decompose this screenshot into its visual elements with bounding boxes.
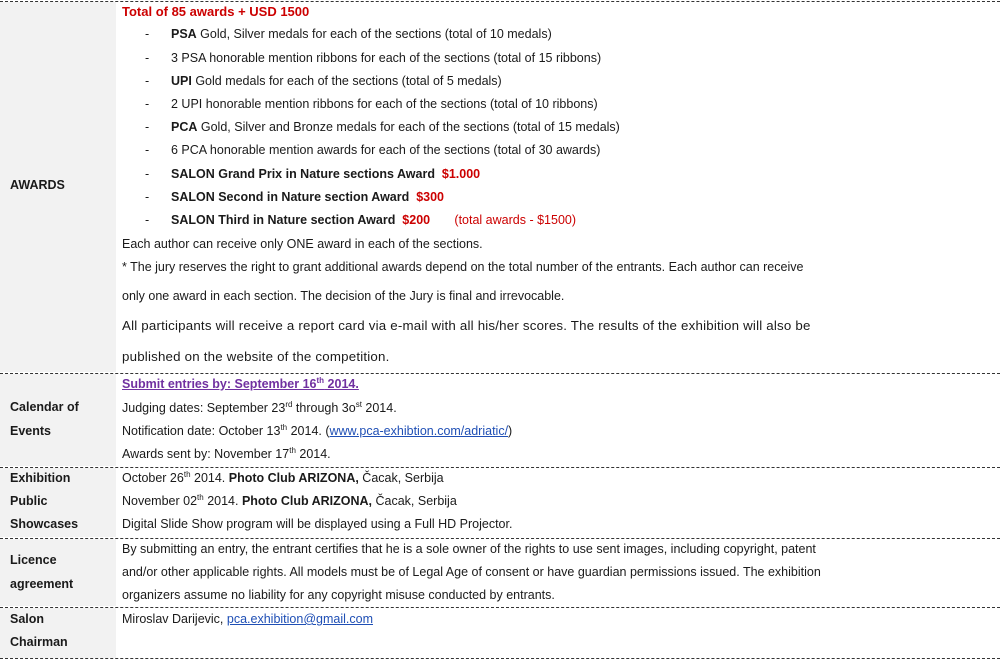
exhibition-label-line-3: Showcases [10,517,79,531]
chairman-label-line-2: Chairman [10,635,68,649]
award-item: - 6 PCA honorable mention awards for each of the sections (total of 30 awards) [145,143,601,157]
licence-label-line-1: Licence [10,553,57,567]
chairman-contact: Miroslav Darijevic, pca.exhibition@gmail.com [122,612,373,626]
licence-content [122,539,1000,606]
notification-date: Notification date: October 13th 2014. (www.pca-exhibtion.com/adriatic/) [122,422,513,438]
chairman-section [0,608,1000,658]
licence-text-line-2: and/or other applicable rights. All models must be of Legal Age of consent or have guardian permissions issued. The exhibition [122,565,821,579]
chairman-content [122,608,1000,658]
awards-label-cell [0,2,116,372]
judging-dates: Judging dates: September 23rd through $3o^{st}$ 2014. [122,399,397,415]
jury-note-line-1: * The jury reserves the right to grant additional awards depend on the total number of the entrants. Each author can receive [122,260,804,274]
awards-total: Total of 85 awards + USD 1500 [122,4,310,19]
awards-label: AWARDS [10,178,65,192]
awards-content [122,2,1000,372]
exhibition-label-line-1: Exhibition [10,471,71,485]
jury-note-line-2: only one award in each section. The decision of the Jury is final and irrevocable. [122,289,565,303]
one-award-note: Each author can receive only ONE award in each of the sections. [122,237,483,251]
calendar-label-cell [0,374,116,466]
awards-section [0,2,1000,372]
exhibition-label-line-2: Public [10,494,48,508]
licence-text-line-1: By submitting an entry, the entrant certifies that he is a sole owner of the rights to use sent images, including copyright, patent [122,542,816,556]
exhibition-website-link[interactable]: www.pca-exhibtion.com/adriatic/ [329,424,509,438]
submit-deadline: Submit entries by: September 16th 2014. [122,375,359,391]
award-item: - PSA Gold, Silver medals for each of the sections (total of 10 medals) [145,27,552,41]
salon-award-item: - SALON Second in Nature section Award $300 [145,190,445,204]
licence-text-line-3: organizers assume no liability for any copyright misuse conducted by entrants. [122,588,555,602]
awards-sent-date: Awards sent by: November 17th 2014. [122,445,331,461]
calendar-section [0,374,1000,466]
award-item: - 2 UPI honorable mention ribbons for each of the sections (total of 10 ribbons) [145,97,598,111]
showcase-line-1: October 26th 2014. Photo Club ARIZONA, Čacak, Serbija [122,469,444,485]
salon-award-item: - SALON Grand Prix in Nature sections Award $1.000 [145,167,481,181]
exhibition-label-cell [0,468,116,537]
slide-show-note: Digital Slide Show program will be displayed using a Full HD Projector. [122,517,513,531]
exhibition-section [0,468,1000,537]
salon-award-item: - SALON Third in Nature section Award $200 (total awards - $1500) [145,213,577,227]
report-note-line-1: All participants will receive a report card via e-mail with all his/her scores. The results of the exhibition will also be [122,318,811,333]
award-item: - 3 PSA honorable mention ribbons for each of the sections (total of 15 ribbons) [145,51,602,65]
calendar-label-line-2: Events [10,424,51,438]
chairman-email-link[interactable]: pca.exhibition@gmail.com [226,612,373,626]
chairman-label-line-1: Salon [10,612,45,626]
bottom-border [0,658,1000,659]
licence-section [0,539,1000,606]
calendar-label-line-1: Calendar of [10,400,79,414]
report-note-line-2: published on the website of the competition. [122,349,390,364]
award-item: - UPI Gold medals for each of the sections (total of 5 medals) [145,74,502,88]
award-item: - PCA Gold, Silver and Bronze medals for each of the sections (total of 15 medals) [145,120,620,134]
showcase-line-2: November 02th 2014. Photo Club ARIZONA, Čacak, Serbija [122,492,457,508]
exhibition-content [122,468,1000,537]
licence-label-line-2: agreement [10,577,74,591]
licence-label-cell [0,539,116,606]
calendar-content [122,374,1000,466]
chairman-label-cell [0,608,116,658]
